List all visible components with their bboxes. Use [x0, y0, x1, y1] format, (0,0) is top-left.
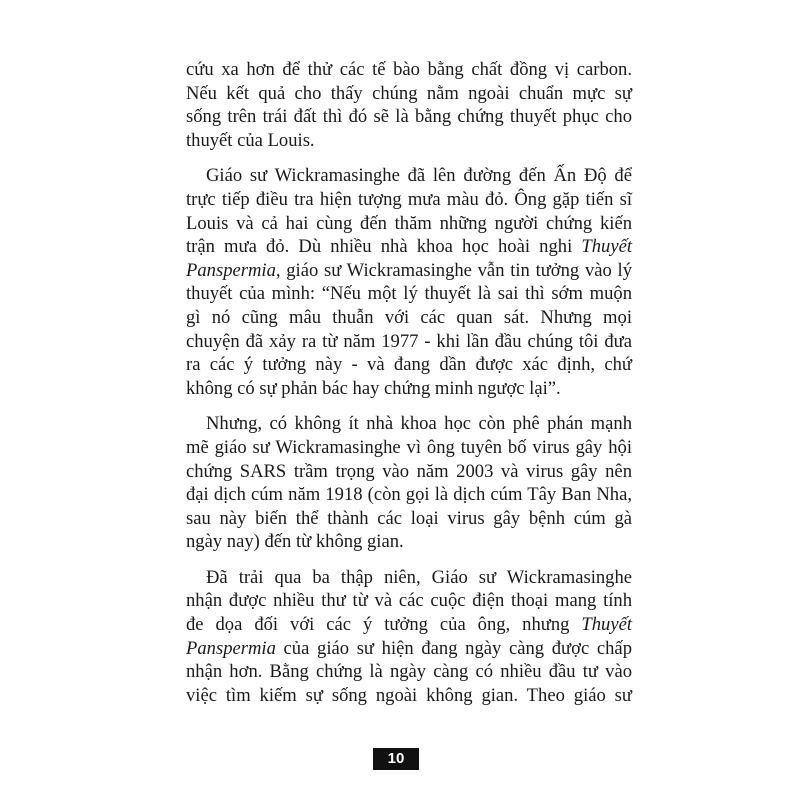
- text-line: việc tìm kiếm sự sống ngoài không gian. Theo giáo sư: [186, 684, 632, 706]
- italic-term: Thuyết: [581, 614, 632, 636]
- text-line: ra các ý tưởng này - và đang dần được xác định, chứ: [186, 354, 632, 376]
- text-line-mixed: [186, 235, 632, 259]
- text-line: cứu xa hơn để thử các tế bào bằng chất đồng vị carbon.: [186, 59, 632, 80]
- text-line: chuyện đã xảy ra từ năm 1977 - khi lần đầu chúng tôi đưa: [186, 330, 632, 352]
- text-line: thuyết của mình: “Nếu một lý thuyết là sai thì sớm muộn: [186, 283, 632, 305]
- text-line: nhận được nhiều thư từ và các cuộc điện thoại mang tính: [186, 590, 632, 612]
- text-line: chứng SARS trầm trọng vào năm 2003 và virus gây nên: [186, 460, 632, 482]
- text-line: sau này biến thể thành các loại virus gây bệnh cúm gà: [186, 507, 632, 529]
- text-line: nhận hơn. Bằng chứng là ngày càng có nhiều đầu tư vào: [186, 661, 632, 683]
- paragraph-3: [186, 412, 632, 554]
- text-segment: trận mưa đỏ. Dù nhiều nhà khoa học hoài nghi: [186, 236, 582, 258]
- page-number-badge: 10: [373, 748, 419, 770]
- text-segment: đe dọa đối với các ý tưởng của ông, nhưng: [186, 614, 582, 636]
- italic-term: Panspermia: [186, 637, 276, 659]
- text-line: gì nó cũng mâu thuẫn với các quan sát. Nhưng mọi: [186, 306, 632, 328]
- paragraph-2: [186, 164, 632, 400]
- paragraph-1: [186, 58, 632, 152]
- text-line: Nếu kết quả cho thấy chúng nằm ngoài chuẩn mực sự: [186, 82, 632, 104]
- text-line-mixed: [186, 613, 632, 637]
- text-line: đại dịch cúm năm 1918 (còn gọi là dịch cúm Tây Ban Nha,: [186, 484, 632, 506]
- paragraph-4: [186, 566, 632, 708]
- text-line-mixed: [186, 259, 632, 283]
- text-line-mixed: [186, 637, 632, 661]
- text-line: Louis và cả hai cùng đến thăm những người chứng kiến: [186, 212, 632, 234]
- text-line: Đã trải qua ba thập niên, Giáo sư Wickramasinghe: [206, 566, 632, 588]
- text-segment: , giáo sư Wickramasinghe vẫn tin tưởng vào lý: [275, 259, 632, 281]
- text-line: Giáo sư Wickramasinghe đã lên đường đến Ấn Độ để: [206, 165, 632, 187]
- text-line: thuyết của Louis.: [186, 129, 315, 151]
- italic-term: Panspermia: [186, 259, 276, 281]
- text-line: sống trên trái đất thì đó sẽ là bằng chứng thuyết phục cho: [186, 106, 632, 128]
- text-line: trực tiếp điều tra hiện tượng mưa màu đỏ. Ông gặp tiến sĩ: [186, 188, 632, 210]
- body-text: [186, 58, 632, 707]
- text-segment: của giáo sư hiện đang ngày càng được chấp: [275, 637, 632, 659]
- text-line: không có sự phản bác hay chứng minh ngược lại”.: [186, 377, 561, 399]
- text-line: Nhưng, có không ít nhà khoa học còn phê phán mạnh: [206, 413, 632, 435]
- text-line: ngày nay) đến từ không gian.: [186, 531, 404, 553]
- italic-term: Thuyết: [581, 236, 632, 258]
- text-line: mẽ giáo sư Wickramasinghe vì ông tuyên bố virus gây hội: [186, 436, 632, 458]
